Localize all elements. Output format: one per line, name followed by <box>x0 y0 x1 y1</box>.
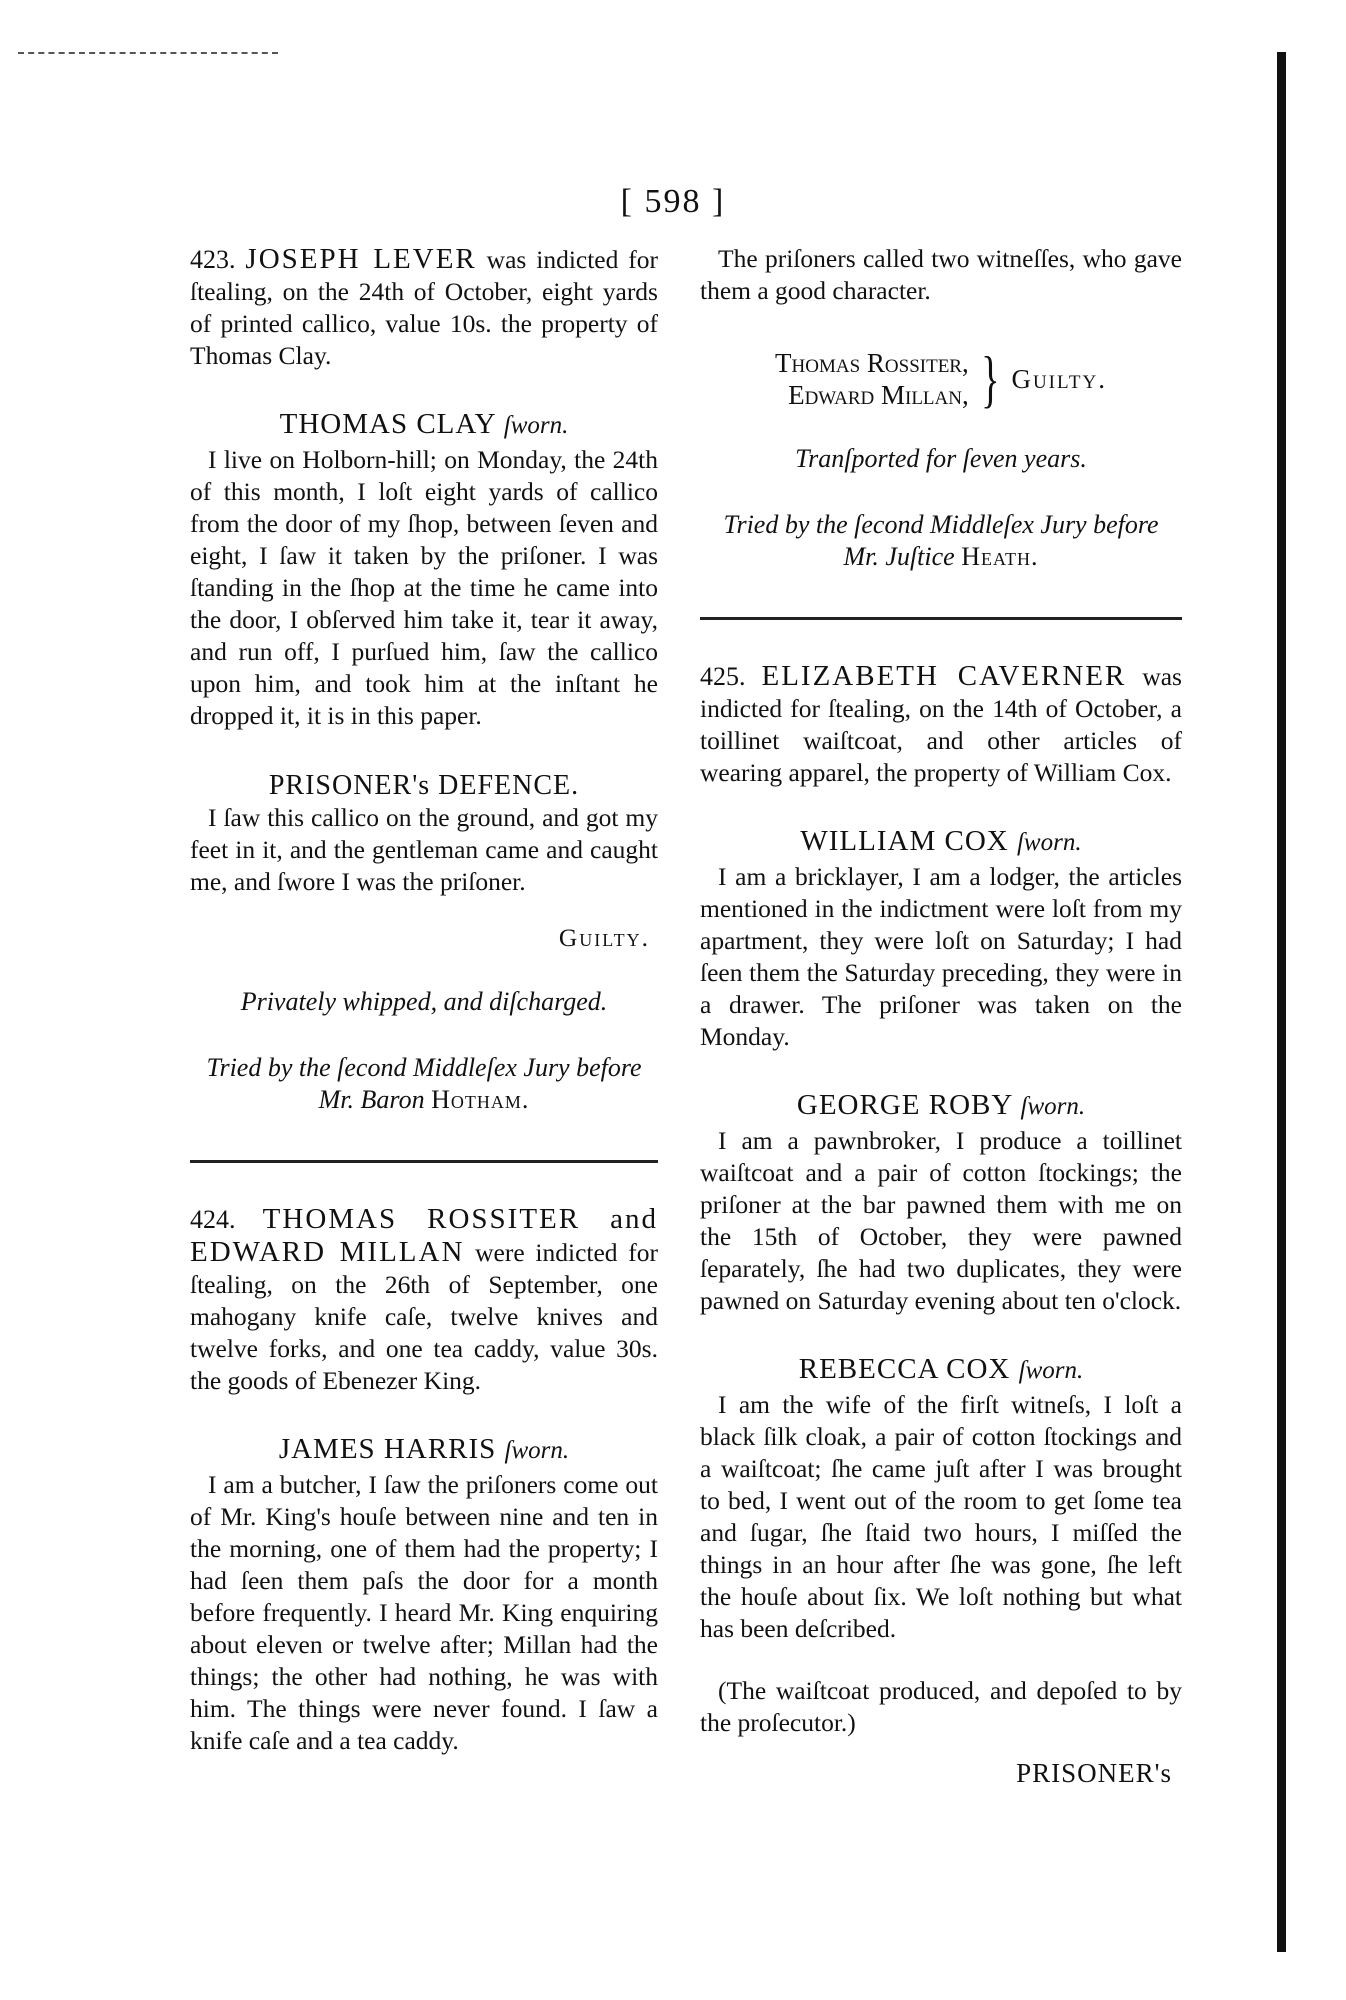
testimony-paragraph: I am a butcher, I ſaw the priſoners come out of Mr. King's houſe between nine and ten in the morning, one of them had the property; I had ſeen them paſs the door for a month before frequently. I heard Mr. King enquiring about eleven or twelve after; Millan had the things; the other had nothing, he was with him. The things were never found. I ſaw a knife caſe and a tea caddy. <box>190 1470 658 1755</box>
case-424-entry <box>190 1203 658 1397</box>
tried-by-text: Tried by the ſecond Middleſex Jury before <box>206 1053 642 1082</box>
indictment-text: was indicted for ſtealing, on the 24th of October, eight yards of printed callico, value 10s. the property of Thomas Clay. <box>190 245 659 370</box>
witness-name: REBECCA COX <box>798 1353 1011 1385</box>
binding-edge-rule <box>1277 52 1286 1952</box>
indictment-text: were indicted for ſtealing, on the 26th of September, one mahogany knife caſe, twelve knives and twelve forks, and one tea caddy, value 30s. the goods of Ebenezer King. <box>190 1238 659 1395</box>
sworn-label: ſworn. <box>1016 829 1082 856</box>
witness-heading <box>700 1089 1182 1123</box>
left-column <box>190 243 658 1757</box>
section-divider <box>700 617 1182 620</box>
testimony-paragraph: I am a bricklayer, I am a lodger, the articles mentioned in the indictment were loſt from my apartment, they were loſt on Saturday; I had ſeen them the Saturday preceding, they were in a drawer. The priſoner was taken on the Monday. <box>700 862 1182 1051</box>
judge-name: Heath. <box>961 542 1039 571</box>
case-425-entry <box>700 660 1182 789</box>
top-dashed-mark <box>18 52 278 54</box>
case-number: 424. <box>190 1205 236 1234</box>
brace-glyph: } <box>980 343 1000 414</box>
section-divider <box>190 1160 658 1163</box>
right-column <box>700 243 1182 1789</box>
sworn-label: ſworn. <box>504 1437 570 1464</box>
exhibit-note: (The waiſtcoat produced, and depoſed to by the proſecutor.) <box>700 1676 1182 1737</box>
sentence: Tranſported for ſeven years. <box>795 444 1087 473</box>
indictment-text: was indicted for ſtealing, on the 14th of October, a toillinet waiſtcoat, and other articles of wearing apparel, the property of William Cox. <box>700 662 1182 787</box>
defendant-name: Thomas Rossiter, <box>775 348 969 378</box>
tried-by-line <box>190 1052 658 1116</box>
defendant-name: THOMAS ROSSITER and EDWARD MILLAN <box>190 1203 658 1268</box>
witness-name: THOMAS CLAY <box>279 408 496 440</box>
defendant-name: Edward Millan, <box>788 380 969 410</box>
testimony-paragraph: I am the wife of the firſt witneſs, I loſt a black ſilk cloak, a pair of cotton ſtockings and a waiſtcoat; ſhe came juſt after I was brought to bed, I went out of the room to get ſome tea and ſugar, ſhe ſtaid two hours, I miſſed the things in an hour after ſhe was gone, ſhe left the houſe about ſix. We loſt nothing but what has been deſcribed. <box>700 1390 1182 1643</box>
tried-by-judge-line <box>700 541 1182 573</box>
witness-heading <box>700 825 1182 859</box>
witness-heading <box>190 408 658 442</box>
verdict: Guilty. <box>558 923 650 952</box>
defence-paragraph: I ſaw this callico on the ground, and got my feet in it, and the gentleman came and caught me, and ſwore I was the priſoner. <box>190 803 658 896</box>
sworn-label: ſworn. <box>1018 1357 1084 1384</box>
defendant-name: ELIZABETH CAVERNER <box>761 660 1127 692</box>
case-number: 425. <box>700 662 746 691</box>
witness-heading <box>190 1433 658 1467</box>
testimony-paragraph: I live on Holborn-hill; on Monday, the 24th of this month, I loſt eight yards of callico from the door of my ſhop, between ſeven and eight, I ſaw it taken by the priſoner. I was ſtanding in the ſhop at the time he came into the door, I obſerved him take it, tear it away, and run off, I purſued him, ſaw the callico upon him, and took him at the inſtant he dropped it, it is in this paper. <box>190 445 658 730</box>
judge-title: Mr. Juſtice <box>843 542 955 571</box>
page-number: [ 598 ] <box>620 183 726 220</box>
tried-by-line <box>700 509 1182 573</box>
witness-name: WILLIAM COX <box>800 825 1009 857</box>
catchword: PRISONER's <box>1016 1758 1172 1788</box>
sentence: Privately whipped, and diſcharged. <box>240 987 608 1016</box>
judge-title: Mr. Baron <box>318 1085 425 1114</box>
witnesses-note: The priſoners called two witneſſes, who gave them a good character. <box>700 244 1182 305</box>
sworn-label: ſworn. <box>503 412 569 439</box>
testimony-paragraph: I am a pawnbroker, I produce a toillinet waiſtcoat and a pair of cotton ſtockings; the priſoner at the bar pawned them with me on the 15th of October, they were pawned ſeparately, ſhe had two duplicates, they were pawned on Saturday evening about ten o'clock. <box>700 1126 1182 1315</box>
witness-name: JAMES HARRIS <box>278 1433 497 1465</box>
tried-by-text: Tried by the ſecond Middleſex Jury before <box>723 510 1159 539</box>
case-number: 423. <box>190 245 236 274</box>
case-423-entry <box>190 243 658 372</box>
defendant-name: JOSEPH LEVER <box>245 243 477 275</box>
joint-verdict <box>700 343 1182 414</box>
tried-by-judge-line <box>190 1084 658 1116</box>
sworn-label: ſworn. <box>1020 1093 1086 1120</box>
defence-heading: PRISONER's DEFENCE. <box>268 770 580 801</box>
judge-name: Hotham. <box>431 1085 530 1114</box>
joint-defendants <box>775 347 969 411</box>
witness-name: GEORGE ROBY <box>796 1089 1013 1121</box>
witness-heading <box>700 1353 1182 1387</box>
verdict: Guilty. <box>1011 364 1107 394</box>
